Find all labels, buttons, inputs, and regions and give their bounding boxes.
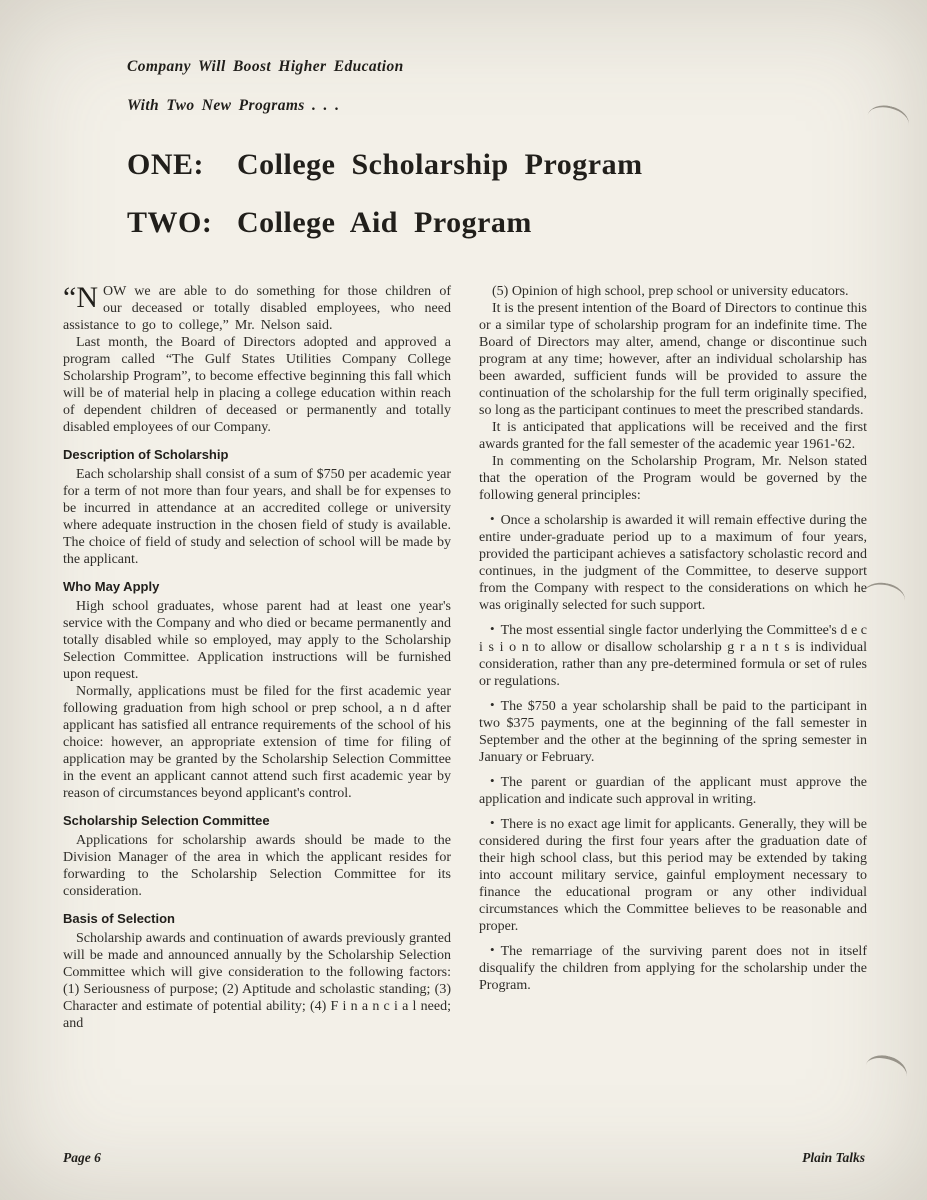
paragraph: Scholarship awards and continuation of awards previously granted will be made and announced annually by the Scholarship Selection Committee which will give consideration to the following factors: (1) Seriousness of purpose; (2) Aptitude and scholastic standing; (3) Character and estimate of potential ability; (4) F i n a n c i a l need; and: [63, 931, 451, 1031]
subhead-basis-of-selection: Basis of Selection: [63, 911, 175, 926]
drop-cap: “N: [63, 281, 98, 314]
kicker-line-2: With Two New Programs . . .: [127, 97, 340, 114]
paragraph-intro-text: we are able to do something for those children of our deceased or totally disabled employees, who need assistance to go to college,” Mr. Nelson said.: [63, 284, 451, 333]
page-footer: [63, 1150, 865, 1166]
paragraph: It is the present intention of the Board of Directors to continue this or a similar type of scholarship program for an indefinite time. The Board of Directors may alter, amend, change or discontinue such program at any time; however, after an individual scholarship has been awarded, sufficient funds will be provided to assure the continuation of the scholarship for the full term originally specified, so long as the participant continues to meet the prescribed standards.: [479, 301, 867, 418]
bullet-text: The most essential single factor underlying the Committee's d e c i s i o n to allow or disallow scholarship g r a n t s is individual consideration, rather than any pre-determined formula or set of rules or regulations.: [479, 623, 867, 689]
bullet-item: [479, 815, 867, 935]
page-curl-mark: [861, 580, 907, 615]
bullet-icon: •: [490, 773, 495, 788]
subhead-description-of-scholarship: Description of Scholarship: [63, 447, 229, 462]
article-body: [63, 283, 867, 1032]
page-number: Page 6: [63, 1150, 101, 1165]
bullet-item: [479, 621, 867, 690]
bullet-text: The remarriage of the surviving parent does not in itself disqualify the children from applying for the scholarship under the Program.: [479, 944, 867, 993]
paragraph: In commenting on the Scholarship Program, Mr. Nelson stated that the operation of the Program would be governed by the following general principles:: [479, 454, 867, 503]
paragraph: (5) Opinion of high school, prep school or university educators.: [492, 284, 849, 299]
headline-one-label: ONE:: [127, 148, 204, 181]
headline-one-title: College Scholarship Program: [237, 148, 643, 181]
bullet-text: The $750 a year scholarship shall be paid to the participant in two $375 payments, one at the beginning of the fall semester in September and the other at the beginning of the spring semester in January or February.: [479, 699, 867, 765]
bullet-icon: •: [490, 697, 495, 712]
headline-two-title: College Aid Program: [237, 206, 532, 239]
bullet-item: [479, 942, 867, 994]
subhead-scholarship-selection-committee: Scholarship Selection Committee: [63, 813, 270, 828]
paragraph: Last month, the Board of Directors adopted and approved a program called “The Gulf States Utilities Company College Scholarship Program”, to become effective beginning this fall which will be of material help in placing a college education within reach of dependent children of deceased or permanently and totally disabled employees of our Company.: [63, 335, 451, 435]
bullet-icon: •: [490, 511, 495, 526]
bullet-icon: •: [490, 621, 495, 636]
bullet-icon: •: [490, 942, 495, 957]
subhead-who-may-apply: Who May Apply: [63, 579, 160, 594]
paragraph: Normally, applications must be filed for the first academic year following graduation from high school or prep school, a n d after applicant has satisfied all entrance requirements of the school of his choice: however, an appropriate extension of time for filing of application may be granted by the Scholarship Selection Committee in the event an applicant cannot attend such first academic year by reason of circumstances beyond applicant's control.: [63, 684, 451, 801]
headline-one: [127, 149, 867, 181]
kicker: [127, 58, 867, 115]
bullet-text: The parent or guardian of the applicant must approve the application and indicate such approval in writing.: [479, 775, 867, 807]
page-curl-mark: [862, 1051, 910, 1090]
paragraph: High school graduates, whose parent had at least one year's service with the Company and who died or became permanently and totally disabled while so employed, may apply to the Scholarship Selection Committee. Application instructions will be furnished upon request.: [63, 599, 451, 682]
bullet-item: [479, 697, 867, 766]
headline-two-label: TWO:: [127, 206, 213, 239]
headline-two: [127, 207, 867, 239]
right-column: [479, 283, 867, 1032]
paragraph: Each scholarship shall consist of a sum of $750 per academic year for a term of not more than four years, and shall be for expenses to be incurred in attendance at an accredited college or university where adequate instruction in the chosen field of study is available. The choice of field of study and selection of school will be made by the applicant.: [63, 467, 451, 567]
drop-cap-rest: OW: [102, 284, 127, 299]
paragraph: Applications for scholarship awards should be made to the Division Manager of the area in which the applicant resides for forwarding to the Scholarship Selection Committee for its consideration.: [63, 833, 451, 899]
kicker-line-1: Company Will Boost Higher Education: [127, 58, 404, 75]
bullet-text: There is no exact age limit for applicants. Generally, they will be considered during the first four years after the graduation date of their high school class, but this period may be extended by taking into account military service, gainful employment necessary to finance the educational program or any other individual circumstances which the Committee believes to be reasonable and proper.: [479, 817, 867, 934]
bullet-text: Once a scholarship is awarded it will remain effective during the entire under-graduate period up to a maximum of four years, provided the participant achieves a satisfactory scholastic record and continues, in the judgment of the Committee, to deserve support from the Company with respect to the considerations on which he was originally selected for such support.: [479, 513, 867, 613]
left-column: [63, 283, 451, 1032]
bullet-icon: •: [490, 815, 495, 830]
bullet-item: [479, 773, 867, 808]
paragraph: It is anticipated that applications will be received and the first awards granted for the fall semester of the academic year 1961-'62.: [479, 420, 867, 452]
bullet-item: [479, 511, 867, 614]
page-curl-mark: [864, 101, 912, 138]
paragraph-intro-quote: [63, 283, 451, 334]
publication-name: Plain Talks: [802, 1150, 865, 1165]
